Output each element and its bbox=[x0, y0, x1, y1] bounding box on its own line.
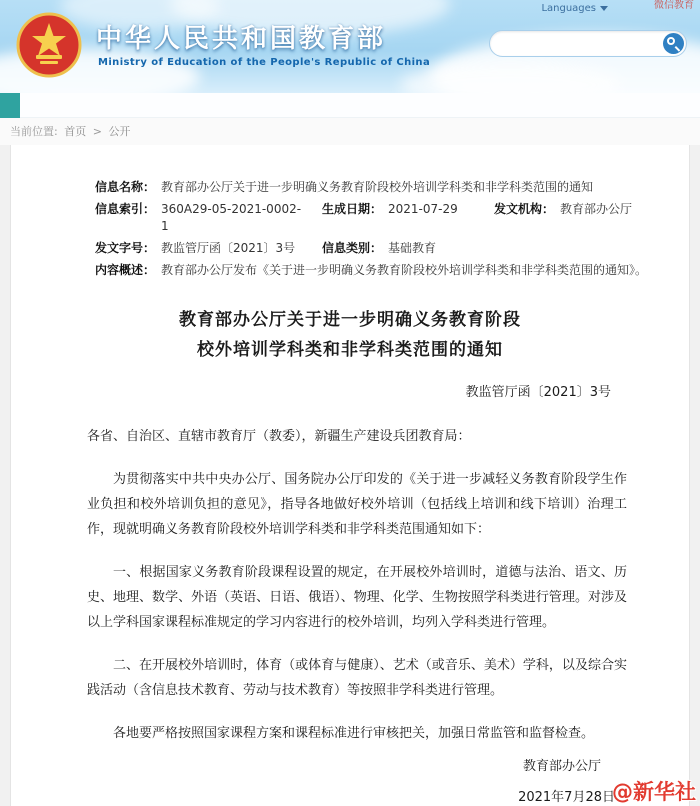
languages-menu[interactable] bbox=[541, 3, 608, 14]
content-card bbox=[10, 145, 690, 806]
document-paragraph: 为贯彻落实中共中央办公厅、国务院办公厅印发的《关于进一步减轻义务教育阶段学生作业负担和校外培训负担的意见》，指导各地做好校外培训（包括线上培训和线下培训）治理工作，现就明确义务教育阶段校外培训学科类和非学科类范围通知如下： bbox=[87, 472, 627, 537]
document-paragraph: 各地要严格按照国家课程方案和课程标准进行审核把关，加强日常监管和监督检查。 bbox=[113, 726, 595, 741]
meta-index-label: 信息索引： bbox=[95, 202, 156, 216]
breadcrumb-separator: > bbox=[92, 125, 102, 138]
meta-row-summary bbox=[95, 262, 665, 279]
meta-org-value: 教育部办公厅 bbox=[560, 202, 633, 216]
watermark-bottom-right: @新华社 bbox=[612, 780, 696, 804]
meta-summary-value: 教育部办公厅发布《关于进一步明确义务教育阶段校外培训学科类和非学科类范围的通知》。 bbox=[161, 263, 648, 277]
document-signoff: 教育部办公厅 bbox=[522, 759, 601, 774]
meta-type-label: 信息类别： bbox=[322, 241, 383, 255]
meta-row-index bbox=[95, 201, 665, 235]
breadcrumb bbox=[0, 118, 700, 145]
chevron-down-icon bbox=[600, 6, 608, 11]
meta-row-name bbox=[95, 179, 665, 196]
search-button[interactable] bbox=[663, 33, 684, 54]
breadcrumb-prefix: 当前位置: bbox=[10, 125, 58, 138]
site-title: 中华人民共和国教育部 bbox=[96, 24, 387, 54]
document-paragraph: 二、在开展校外培训时，体育（或体育与健康）、艺术（或音乐、美术）学科，以及综合实践活动（含信息技术教育、劳动与技术教育）等按照非学科类进行管理。 bbox=[87, 658, 627, 698]
meta-docno-value: 教监管厅函〔2021〕3号 bbox=[161, 241, 296, 255]
meta-summary-label: 内容概述： bbox=[95, 263, 156, 277]
document-title-line1: 教育部办公厅关于进一步明确义务教育阶段 bbox=[179, 310, 521, 330]
document-body bbox=[11, 424, 689, 746]
document-salutation: 各省、自治区、直辖市教育厅（教委），新疆生产建设兵团教育局： bbox=[87, 429, 471, 444]
document-title-line2: 校外培训学科类和非学科类范围的通知 bbox=[197, 340, 503, 360]
document-metadata bbox=[11, 145, 689, 279]
meta-index-value: 360A29-05-2021-0002-1 bbox=[161, 202, 302, 233]
subnav-strip bbox=[0, 93, 700, 118]
document-date: 2021年7月28日 bbox=[518, 790, 615, 805]
meta-row-docno bbox=[95, 240, 665, 257]
breadcrumb-home-link[interactable]: 首页 bbox=[64, 125, 87, 138]
search-icon bbox=[667, 37, 675, 45]
search-input[interactable] bbox=[502, 31, 660, 56]
nav-accent bbox=[0, 93, 20, 118]
meta-name-value: 教育部办公厅关于进一步明确义务教育阶段校外培训学科类和非学科类范围的通知 bbox=[161, 180, 594, 194]
document-number: 教监管厅函〔2021〕3号 bbox=[465, 385, 611, 400]
site-header bbox=[0, 0, 700, 93]
search-box bbox=[489, 30, 687, 57]
watermark-top-right: 微信教育 bbox=[654, 0, 694, 11]
meta-name-label: 信息名称： bbox=[95, 180, 156, 194]
document-title bbox=[11, 305, 689, 365]
document-paragraph: 一、根据国家义务教育阶段课程设置的规定，在开展校外培训时，道德与法治、语文、历史、地理、数学、外语（英语、日语、俄语）、物理、化学、生物按照学科类进行管理。对涉及以上学科国家课程标准规定的学习内容进行的校外培训，均列入学科类进行管理。 bbox=[87, 565, 627, 630]
meta-gendate-value: 2021-07-29 bbox=[388, 202, 458, 216]
site-subtitle: Ministry of Education of the People's Republic of China bbox=[98, 57, 431, 68]
meta-docno-label: 发文字号： bbox=[95, 241, 156, 255]
meta-org-label: 发文机构： bbox=[494, 202, 555, 216]
breadcrumb-current-link[interactable]: 公开 bbox=[108, 125, 131, 138]
languages-label: Languages bbox=[541, 3, 596, 14]
meta-gendate-label: 生成日期： bbox=[322, 202, 383, 216]
national-emblem-icon bbox=[16, 12, 82, 78]
meta-type-value: 基础教育 bbox=[388, 241, 437, 255]
